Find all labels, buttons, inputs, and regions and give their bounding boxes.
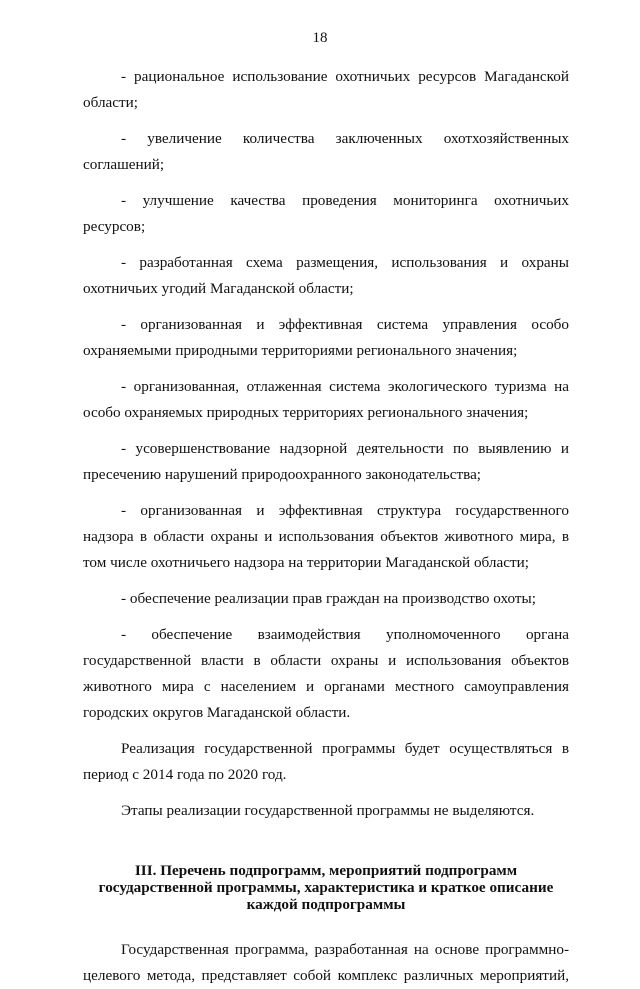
section-heading-line: каждой подпрограммы	[246, 896, 406, 913]
implementation-period-paragraph: Реализация государственной программы будет осуществляться в период с 2014 года по 2020 год.	[83, 740, 569, 783]
list-item: - организованная, отлаженная система экологического туризма на особо охраняемых природных территориях регионального значения;	[83, 378, 569, 421]
document-body	[83, 64, 569, 989]
list-item: - улучшение качества проведения мониторинга охотничьих ресурсов;	[83, 192, 569, 235]
list-item: - организованная и эффективная структура государственного надзора в области охраны и использования объектов животного мира, в том числе охотничьего надзора на территории Магаданской области;	[83, 502, 569, 571]
list-item: - организованная и эффективная система управления особо охраняемыми природными территориями регионального значения;	[83, 316, 569, 359]
list-item: - усовершенствование надзорной деятельности по выявлению и пресечению нарушений природоохранного законодательства;	[83, 440, 569, 483]
list-item: - рациональное использование охотничьих ресурсов Магаданской области;	[83, 68, 569, 111]
section-heading	[83, 862, 569, 913]
list-item: - обеспечение реализации прав граждан на производство охоты;	[121, 590, 536, 607]
section-heading-line: государственной программы, характеристика и краткое описание	[98, 879, 554, 896]
page-number: 18	[312, 30, 328, 46]
body-paragraph: Государственная программа, разработанная на основе программно-целевого метода, представляет собой комплекс различных мероприятий,	[83, 941, 569, 984]
list-item: - разработанная схема размещения, использования и охраны охотничьих угодий Магаданской области;	[83, 254, 569, 297]
stages-paragraph: Этапы реализации государственной программы не выделяются.	[121, 802, 535, 819]
list-item: - обеспечение взаимодействия уполномоченного органа государственной власти в области охраны и использования объектов животного мира с населением и органами местного самоуправления городских округов Магаданской области.	[83, 626, 569, 721]
list-item: - увеличение количества заключенных охотхозяйственных соглашений;	[83, 130, 569, 173]
section-heading-line: III. Перечень подпрограмм, мероприятий подпрограмм	[134, 862, 518, 879]
